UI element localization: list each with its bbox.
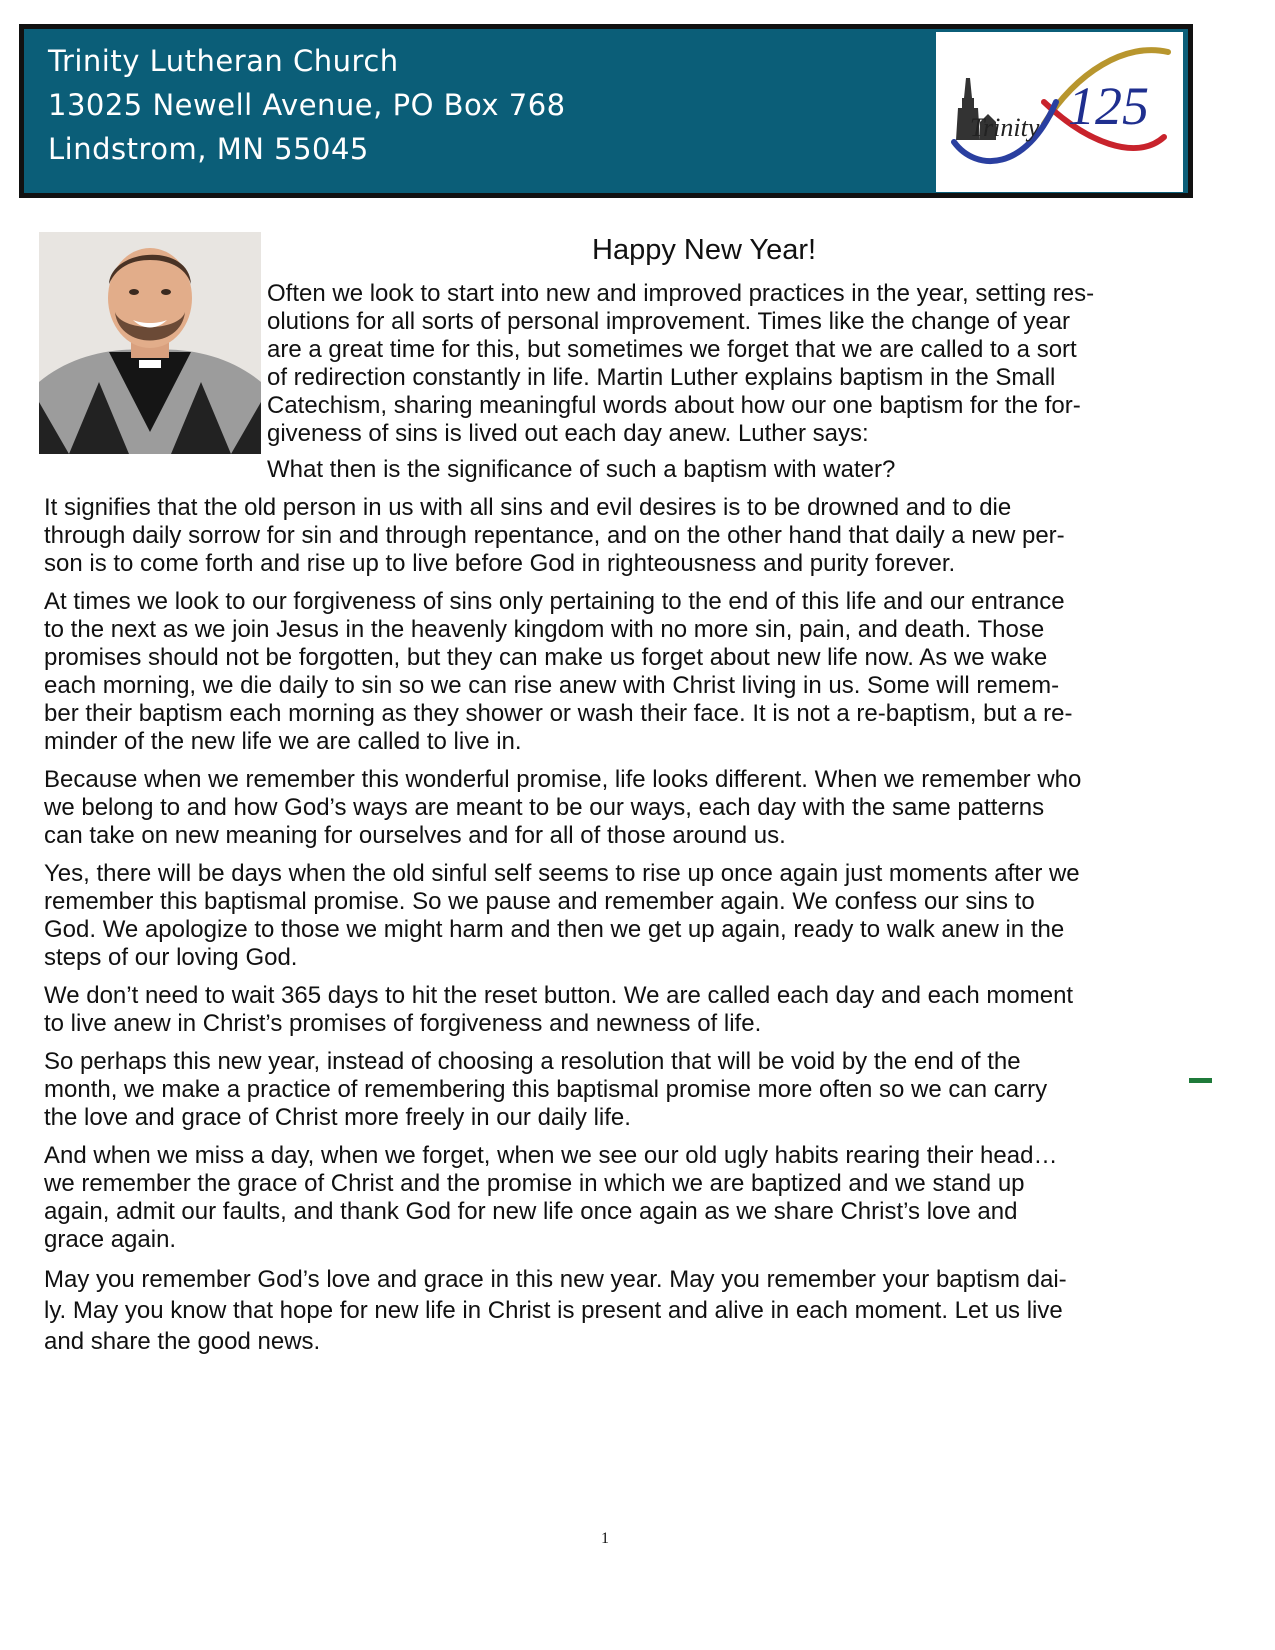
catechism-answer-paragraph — [44, 494, 1065, 578]
intro-line: of redirection constantly in life. Martin Luther explains baptism in the Small — [267, 364, 1056, 391]
paragraph-line: May you remember God’s love and grace in this new year. May you remember your baptism dai- — [44, 1266, 1067, 1293]
forgiveness-paragraph — [44, 588, 1072, 756]
street-address: 13025 Newell Avenue, PO Box 768 — [48, 88, 566, 122]
trinity-125-logo — [936, 32, 1183, 192]
paragraph-line: remember this baptismal promise. So we pause and remember again. We confess our sins to — [44, 888, 1035, 915]
pastor-portrait — [39, 232, 261, 454]
city-state-zip: Lindstrom, MN 55045 — [48, 132, 369, 166]
promise-paragraph — [44, 766, 1081, 850]
intro-line: Often we look to start into new and improved practices in the year, setting res- — [267, 280, 1095, 307]
intro-line: Catechism, sharing meaningful words about how our one baptism for the for- — [267, 392, 1081, 419]
paragraph-line: And when we miss a day, when we forget, when we see our old ugly habits rearing their head… — [44, 1142, 1058, 1169]
paragraph-line: minder of the new life we are called to live in. — [44, 728, 522, 755]
paragraph-line: We don’t need to wait 365 days to hit the reset button. We are called each day and each moment — [44, 982, 1074, 1009]
church-name: Trinity Lutheran Church — [48, 44, 399, 78]
paragraph-line: It signifies that the old person in us with all sins and evil desires is to be drowned and to die — [44, 494, 1012, 521]
paragraph-line: to live anew in Christ’s promises of forgiveness and newness of life. — [44, 1010, 762, 1037]
paragraph-line: son is to come forth and rise up to live before God in righteousness and purity forever. — [44, 550, 956, 577]
miss-a-day-paragraph — [44, 1142, 1057, 1254]
page-number: 1 — [601, 1530, 609, 1547]
logo-graphic — [936, 32, 1183, 192]
paragraph-line: God. We apologize to those we might harm and then we get up again, ready to walk anew in the — [44, 916, 1065, 943]
intro-paragraph — [267, 280, 1094, 448]
paragraph-line: again, admit our faults, and thank God for new life once again as we share Christ’s love and — [44, 1198, 1018, 1225]
logo-number-text: 125 — [1068, 76, 1149, 136]
paragraph-line: At times we look to our forgiveness of sins only pertaining to the end of this life and our entrance — [44, 588, 1065, 615]
paragraph-line: the love and grace of Christ more freely in our daily life. — [44, 1104, 631, 1131]
intro-line: are a great time for this, but sometimes we forget that we are called to a sort — [267, 336, 1077, 363]
page-edge-marker — [1189, 1078, 1212, 1083]
paragraph-line: and share the good news. — [44, 1328, 321, 1355]
intro-line: giveness of sins is lived out each day anew. Luther says: — [267, 420, 869, 447]
pastor-photo — [39, 232, 261, 454]
paragraph-line: promises should not be forgotten, but they can make us forget about new life now. As we wake — [44, 644, 1048, 671]
sinful-self-paragraph — [44, 860, 1080, 972]
paragraph-line: through daily sorrow for sin and through repentance, and on the other hand that daily a new per- — [44, 522, 1065, 549]
paragraph-line: each morning, we die daily to sin so we can rise anew with Christ living in us. Some will remem- — [44, 672, 1060, 699]
paragraph-line: month, we make a practice of remembering this baptismal promise more often so we can carry — [44, 1076, 1048, 1103]
paragraph-line: Yes, there will be days when the old sinful self seems to rise up once again just moments after we — [44, 860, 1080, 887]
blessing-paragraph — [44, 1264, 1067, 1357]
logo-name-text: Trinity — [970, 113, 1040, 142]
intro-line: olutions for all sorts of personal improvement. Times like the change of year — [267, 308, 1071, 335]
paragraph-line: we remember the grace of Christ and the promise in which we are baptized and we stand up — [44, 1170, 1025, 1197]
resolution-paragraph — [44, 1048, 1047, 1132]
catechism-question: What then is the significance of such a baptism with water? — [267, 456, 896, 483]
paragraph-line: grace again. — [44, 1226, 177, 1253]
paragraph-line: to the next as we join Jesus in the heavenly kingdom with no more sin, pain, and death. Those — [44, 616, 1045, 643]
reset-button-paragraph — [44, 982, 1073, 1038]
paragraph-line: ber their baptism each morning as they shower or wash their face. It is not a re-baptism, but a re- — [44, 700, 1073, 727]
paragraph-line: can take on new meaning for ourselves and for all of those around us. — [44, 822, 786, 849]
paragraph-line: Because when we remember this wonderful promise, life looks different. When we remember who — [44, 766, 1082, 793]
paragraph-line: ly. May you know that hope for new life in Christ is present and alive in each moment. Let us live — [44, 1297, 1063, 1324]
article-title: Happy New Year! — [592, 234, 817, 266]
paragraph-line: So perhaps this new year, instead of choosing a resolution that will be void by the end of the — [44, 1048, 1021, 1075]
header-banner — [19, 24, 1193, 198]
paragraph-line: steps of our loving God. — [44, 944, 298, 971]
paragraph-line: we belong to and how God’s ways are meant to be our ways, each day with the same patterns — [44, 794, 1045, 821]
church-address-block — [48, 39, 566, 171]
